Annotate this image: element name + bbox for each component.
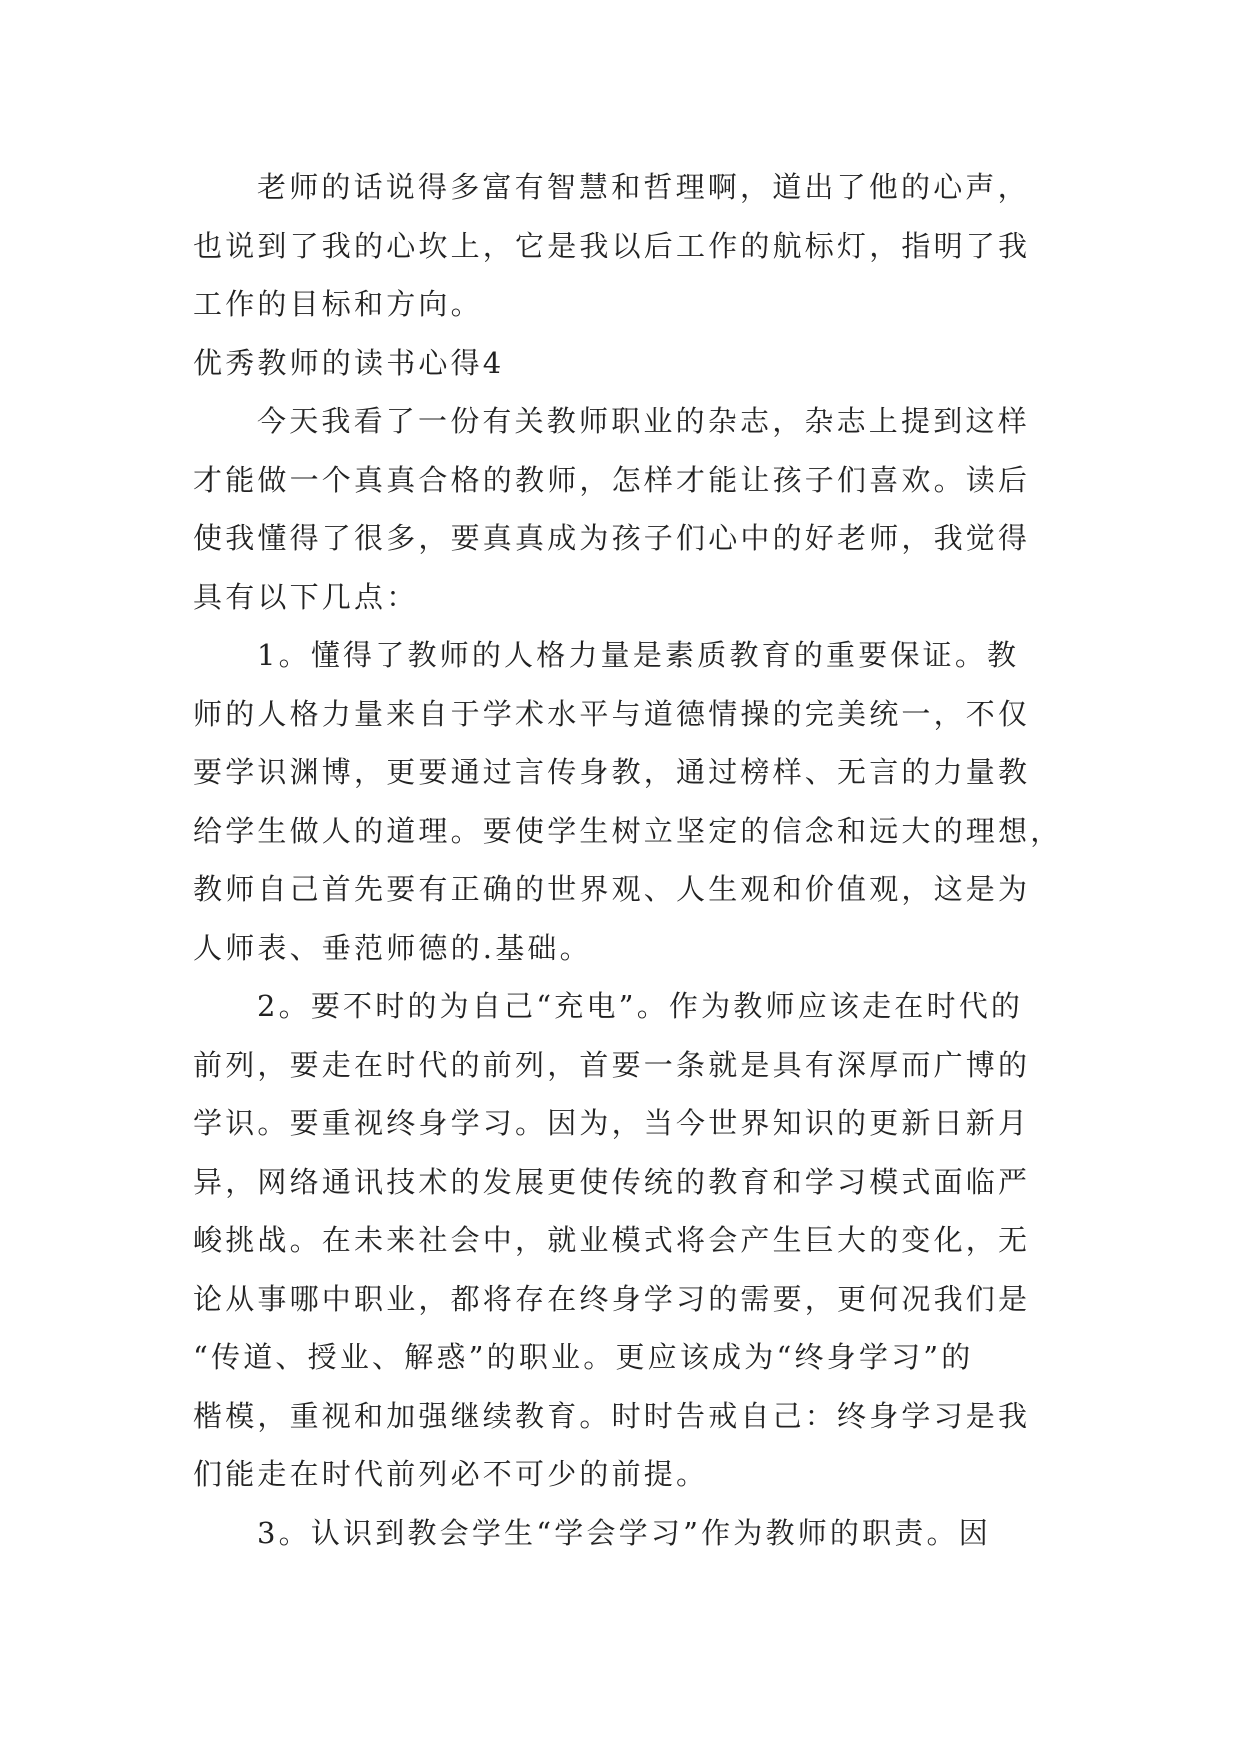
text-line: 今天我看了一份有关教师职业的杂志，杂志上提到这样 (257, 404, 1030, 438)
text-line: 2。要不时的为自己“充电”。作为教师应该走在时代的 (257, 989, 1024, 1023)
text-line: 才能做一个真真合格的教师，怎样才能让孩子们喜欢。读后 (193, 462, 1031, 497)
document-body (193, 158, 1063, 1562)
text-line: 楷模，重视和加强继续教育。时时告戒自己：终身学习是我 (193, 1398, 1031, 1433)
text-line: 们能走在时代前列必不可少的前提。 (193, 1457, 709, 1491)
text-line: 具有以下几点： (193, 579, 419, 614)
text-line: 论从事哪中职业，都将存在终身学习的需要，更何况我们是 (193, 1281, 1031, 1316)
text-line: 师的人格力量来自于学术水平与道德情操的完美统一，不仅 (193, 696, 1031, 731)
text-line: 老师的话说得多富有智慧和哲理啊，道出了他的心声， (257, 170, 1030, 204)
section-heading: 优秀教师的读书心得4 (193, 345, 505, 380)
text-line: 学识。要重视终身学习。因为，当今世界知识的更新日新月 (193, 1106, 1031, 1140)
text-line: 也说到了我的心坎上，它是我以后工作的航标灯，指明了我 (193, 228, 1031, 263)
text-line: 峻挑战。在未来社会中，就业模式将会产生巨大的变化，无 (193, 1223, 1031, 1257)
text-line: 1。懂得了教师的人格力量是素质教育的重要保证。教 (257, 638, 1020, 672)
text-line: 给学生做人的道理。要使学生树立坚定的信念和远大的理想， (193, 813, 1063, 848)
text-line: 异，网络通讯技术的发展更使传统的教育和学习模式面临严 (193, 1164, 1031, 1199)
text-line: “传道、授业、解惑”的职业。更应该成为“终身学习”的 (193, 1340, 974, 1374)
text-line: 使我懂得了很多，要真真成为孩子们心中的好老师，我觉得 (193, 521, 1031, 555)
text-line: 教师自己首先要有正确的世界观、人生观和价值观，这是为 (193, 872, 1031, 906)
text-line: 人师表、垂范师德的.基础。 (193, 930, 592, 965)
text-line: 3。认识到教会学生“学会学习”作为教师的职责。因 (257, 1515, 991, 1550)
text-line: 前列，要走在时代的前列，首要一条就是具有深厚而广博的 (193, 1047, 1031, 1082)
text-line: 工作的目标和方向。 (193, 287, 483, 321)
text-line: 要学识渊博，更要通过言传身教，通过榜样、无言的力量教 (193, 755, 1031, 789)
